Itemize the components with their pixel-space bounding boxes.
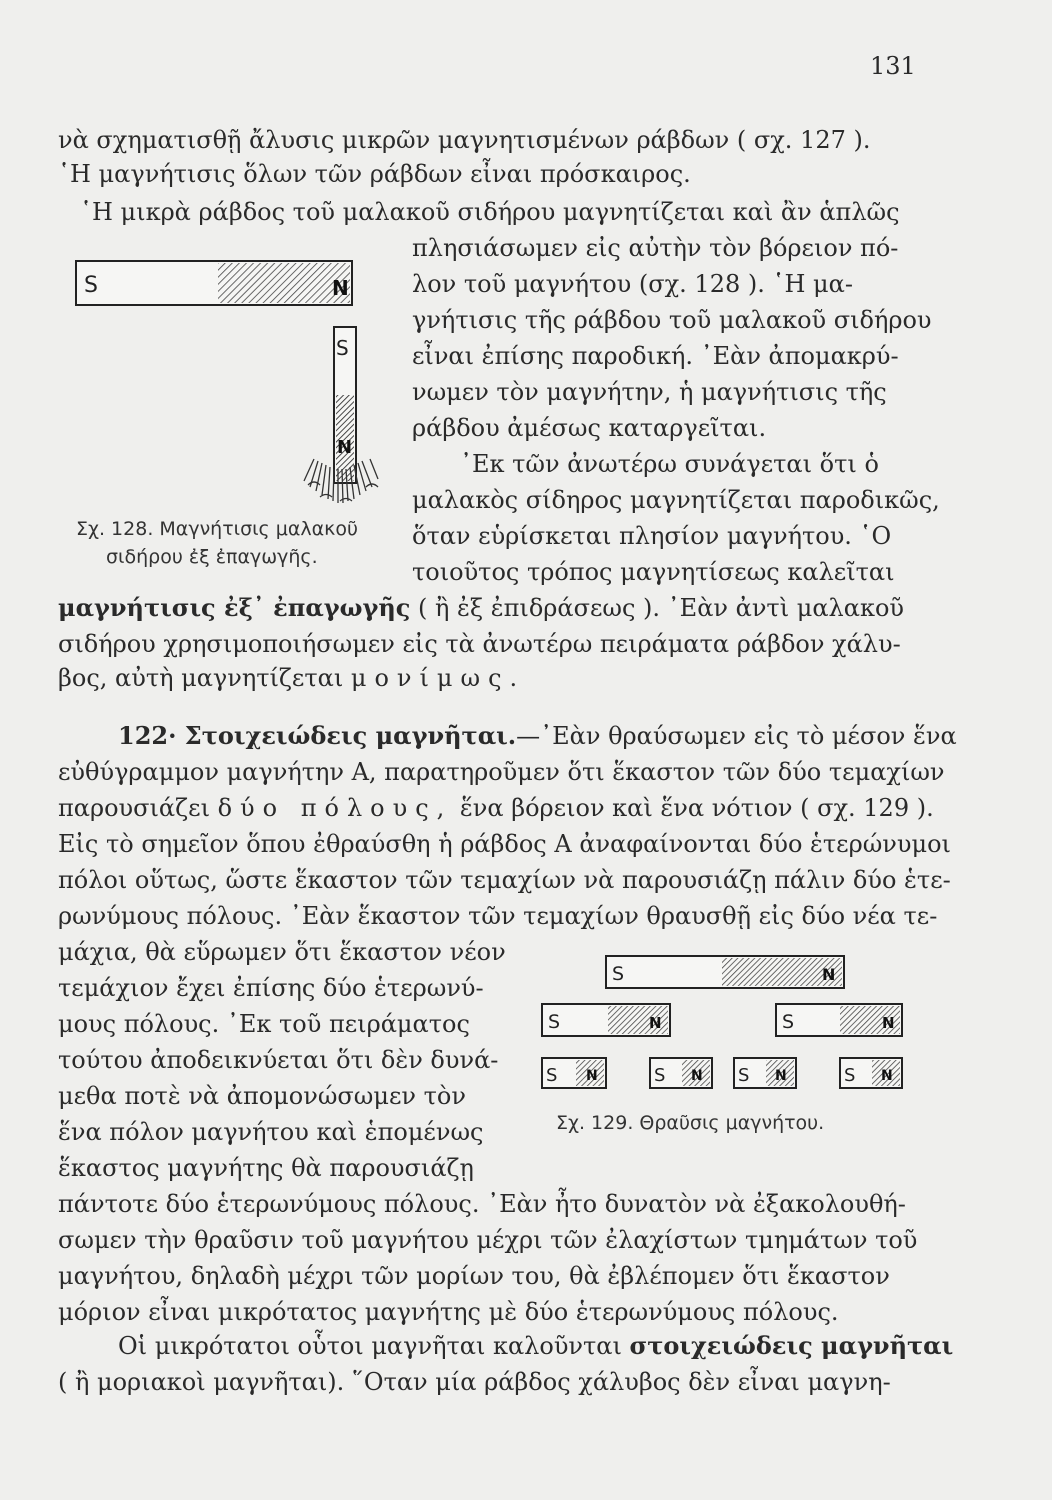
- rod-north-label: N: [337, 437, 353, 458]
- text-line: ἕκαστος μαγνήτης θὰ παρουσιάζῃ: [58, 1154, 474, 1182]
- quarter-magnet-4: [840, 1058, 902, 1088]
- text-line: νὰ σχηματισθῇ ἄλυσις μικρῶν μαγνητισμένων ράβδων ( σχ. 127 ).: [58, 126, 871, 154]
- text-line: μους πόλους. ᾿Εκ τοῦ πειράματος: [58, 1010, 470, 1038]
- induction-term: μαγνήτισις ἐξ᾿ ἐπαγωγῆς: [58, 593, 411, 622]
- section-heading: 122· Στοιχειώδεις μαγνῆται.: [118, 721, 517, 750]
- induction-rest: ( ἢ ἐξ ἐπιδράσεως ). ᾿Εὰν ἀντὶ μαλακοῦ: [410, 594, 904, 622]
- rod-south-label: S: [336, 336, 349, 360]
- text-line: λον τοῦ μαγνήτου (σχ. 128 ). ῾Η μα-: [412, 270, 853, 298]
- svg-text:N: N: [649, 1014, 662, 1032]
- text-line: ( ἢ μοριακοὶ μαγνῆται). ῞Οταν μία ράβδος χάλυβος δὲν εἶναι μαγνη-: [58, 1368, 891, 1396]
- text-line: γνήτισις τῆς ράβδου τοῦ μαλακοῦ σιδήρου: [412, 306, 932, 334]
- svg-text:S: S: [738, 1065, 750, 1086]
- text-line: νωμεν τὸν μαγνήτην, ἡ μαγνήτισις τῆς: [412, 378, 887, 406]
- figure-128-caption-line1: Σχ. 128. Μαγνήτισις μαλακοῦ: [76, 518, 358, 540]
- text-line: ὅταν εὑρίσκεται πλησίον μαγνήτου. ῾Ο: [412, 522, 892, 550]
- text-line: μόριον εἶναι μικρότατος μαγνήτης μὲ δύο ἑτερωνύμους πόλους.: [58, 1298, 839, 1326]
- text-line: πόλοι οὕτως, ὥστε ἕκαστον τῶν τεμαχίων νὰ παρουσιάζῃ πάλιν δύο ἑτε-: [58, 866, 951, 894]
- bar-magnet: [76, 261, 352, 305]
- text-line: τούτου ἀποδεικνύεται ὅτι δὲν δυνά-: [58, 1046, 499, 1074]
- poles-rest: ἕνα βόρειον καὶ ἕνα νότιον ( σχ. 129 ).: [452, 794, 934, 822]
- quarter-magnet-3: [734, 1058, 796, 1088]
- svg-text:N: N: [882, 1014, 895, 1032]
- text-line-induction: [58, 592, 904, 624]
- magnet-south-label: S: [84, 273, 98, 298]
- text-line: εἶναι ἐπίσης παροδική. ᾿Εὰν ἀπομακρύ-: [412, 342, 899, 370]
- text-line: ῾Η μικρὰ ράβδος τοῦ μαλακοῦ σιδήρου μαγνητίζεται καὶ ἂν ἁπλῶς: [80, 198, 900, 226]
- svg-text:N: N: [775, 1068, 787, 1084]
- poles-term: δύο πόλους,: [217, 794, 453, 822]
- text-line: Εἰς τὸ σημεῖον ὅπου ἐθραύσθη ἡ ράβδος Α ἀναφαίνονται δύο ἑτερώνυμοι: [58, 830, 951, 858]
- permanent-term: μονίμως.: [350, 664, 526, 692]
- text-line: μάχια, θὰ εὕρωμεν ὅτι ἕκαστον νέον: [58, 938, 506, 966]
- magnet-north-label: N: [332, 276, 349, 300]
- whole-magnet: [606, 956, 844, 988]
- text-line: πλησιάσωμεν εἰς αὐτὴν τὸν βόρειον πό-: [412, 234, 899, 262]
- figure-128-caption-line2: σιδήρου ἐξ ἐπαγωγῆς.: [106, 546, 318, 568]
- quarter-magnet-2: [650, 1058, 712, 1088]
- svg-text:S: S: [654, 1065, 666, 1086]
- svg-text:S: S: [782, 1011, 795, 1033]
- svg-text:N: N: [586, 1068, 598, 1084]
- text-line: μαγνήτου, δηλαδὴ μέχρι τῶν μορίων του, θὰ ἐβλέπομεν ὅτι ἕκαστον: [58, 1262, 890, 1290]
- permanent-lead: βος, αὐτὴ μαγνητίζεται: [58, 664, 351, 692]
- quarter-magnet-1: [542, 1058, 606, 1088]
- svg-text:N: N: [822, 965, 836, 984]
- text-line-permanent: [58, 662, 525, 694]
- text-line: τοιοῦτος τρόπος μαγνητίσεως καλεῖται: [412, 558, 895, 586]
- svg-text:N: N: [691, 1068, 703, 1084]
- text-line: ἕνα πόλον μαγνήτου καὶ ἑπομένως: [58, 1118, 484, 1146]
- text-line: ῾Η μαγνήτισις ὅλων τῶν ράβδων εἶναι πρόσκαιρος.: [58, 160, 691, 188]
- text-line: σωμεν τὴν θραῦσιν τοῦ μαγνήτου μέχρι τῶν ἐλαχίστων τμημάτων τοῦ: [58, 1226, 918, 1254]
- section-first-line: [118, 720, 957, 752]
- svg-text:N: N: [881, 1068, 893, 1084]
- svg-text:S: S: [546, 1065, 558, 1086]
- svg-text:S: S: [612, 963, 625, 985]
- text-line: μεθα ποτὲ νὰ ἀπομονώσωμεν τὸν: [58, 1082, 466, 1110]
- svg-text:S: S: [844, 1065, 856, 1086]
- text-line: ρωνύμους πόλους. ᾿Εὰν ἕκαστον τῶν τεμαχίων θραυσθῇ εἰς δύο νέα τε-: [58, 902, 938, 930]
- text-line: εὐθύγραμμον μαγνήτην Α, παρατηροῦμεν ὅτι ἕκαστον τῶν δύο τεμαχίων: [58, 758, 945, 786]
- text-line: ᾿Εκ τῶν ἀνωτέρω συνάγεται ὅτι ὁ: [460, 450, 879, 478]
- half-magnet-left: [542, 1004, 670, 1036]
- svg-text:S: S: [548, 1011, 561, 1033]
- elementary-term: στοιχειώδεις μαγνῆται: [629, 1331, 954, 1360]
- poles-lead: παρουσιάζει: [58, 794, 218, 822]
- figure-129-caption: Σχ. 129. Θραῦσις μαγνήτου.: [556, 1112, 825, 1134]
- text-line: πάντοτε δύο ἑτερωνύμους πόλους. ᾿Εὰν ἦτο δυνατὸν νὰ ἐξακολουθή-: [58, 1190, 906, 1218]
- figure-129: [536, 950, 908, 1098]
- section-first-text: —᾿Εὰν θραύσωμεν εἰς τὸ μέσον ἕνα: [516, 722, 957, 750]
- text-line: ράβδου ἀμέσως καταργεῖται.: [412, 414, 767, 442]
- text-line-poles: [58, 792, 934, 824]
- text-line-elementary: [118, 1330, 953, 1362]
- text-line: μαλακὸς σίδηρος μαγνητίζεται παροδικῶς,: [412, 486, 940, 514]
- text-line: τεμάχιον ἔχει ἐπίσης δύο ἑτερωνύ-: [58, 974, 484, 1002]
- soft-iron-rod: [334, 327, 356, 483]
- page-number: 131: [870, 52, 916, 80]
- text-line: σιδήρου χρησιμοποιήσωμεν εἰς τὰ ἀνωτέρω πειράματα ράβδον χάλυ-: [58, 630, 901, 658]
- half-magnet-right: [776, 1004, 902, 1036]
- figure-128: [70, 255, 405, 515]
- elementary-lead: Οἱ μικρότατοι οὗτοι μαγνῆται καλοῦνται: [118, 1332, 630, 1360]
